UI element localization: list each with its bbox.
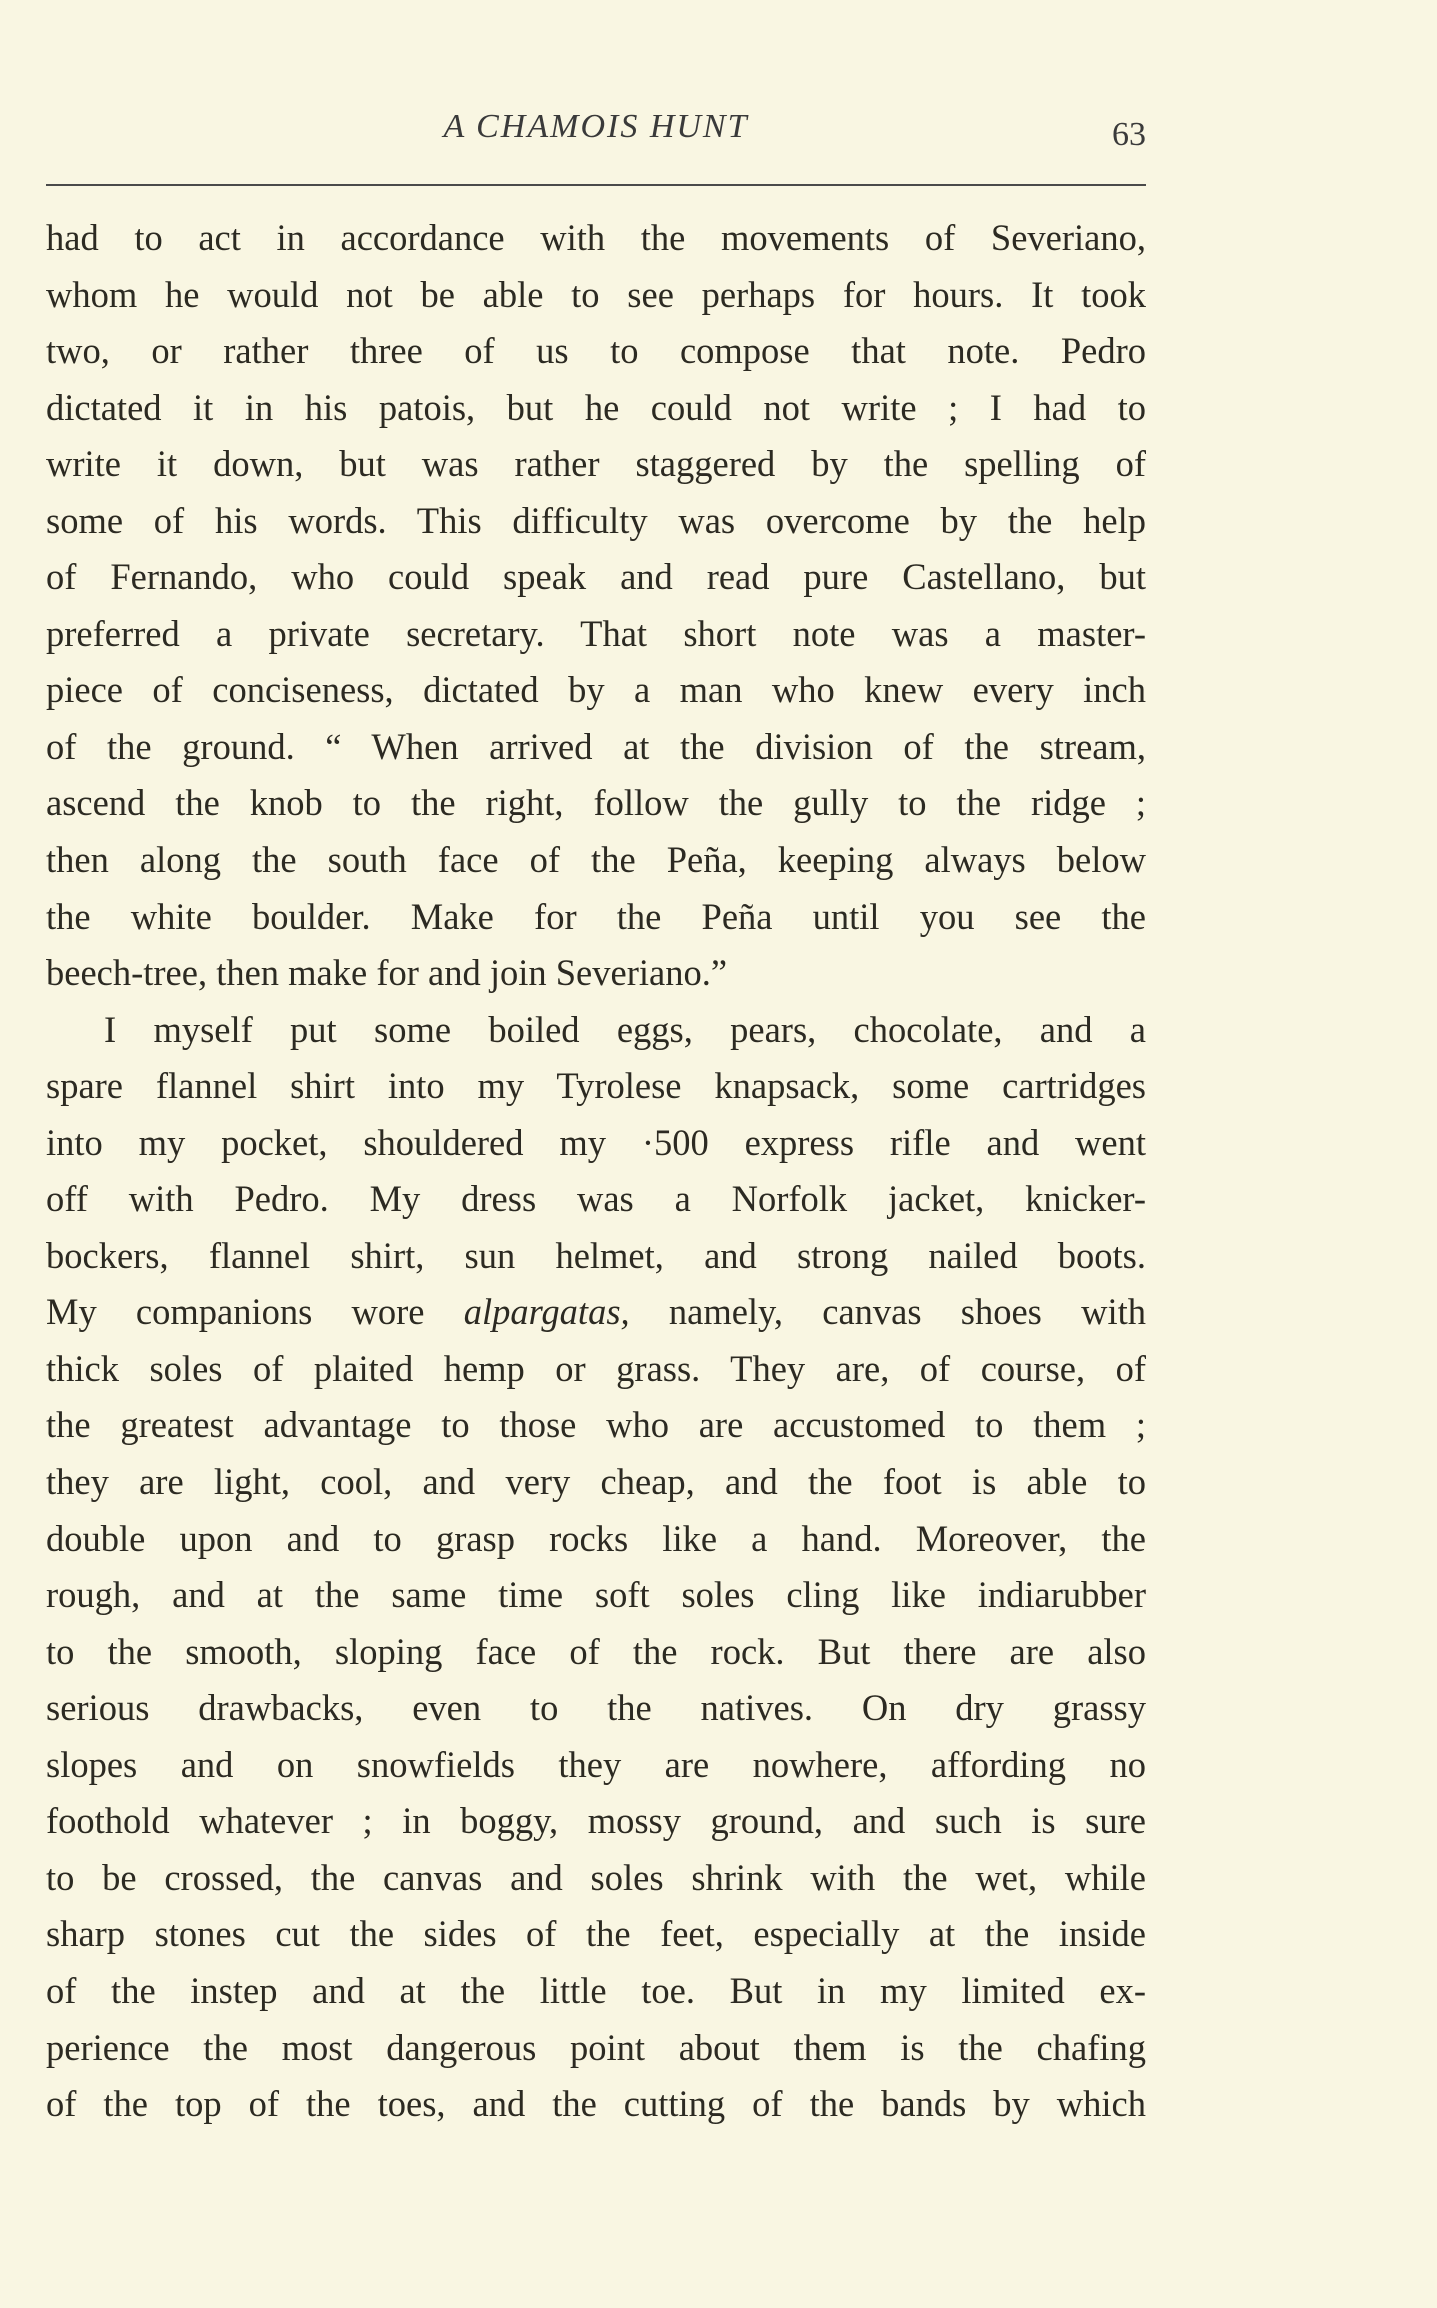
text-line: beech-tree, then make for and join Severiano.” [46,952,728,994]
line-text-after: namely, canvas shoes with [629,1291,1146,1333]
page-number: 63 [1112,116,1146,153]
text-line: off with Pedro. My dress was a Norfolk jacket, knicker- [46,1178,1146,1220]
text-line: of the instep and at the little toe. But in my limited ex- [46,1969,1146,2011]
text-line: serious drawbacks, even to the natives. On dry grassy [46,1687,1146,1729]
text-line: some of his words. This difficulty was overcome by the help [46,499,1146,541]
text-line: they are light, cool, and very cheap, and the foot is able to [46,1461,1146,1503]
text-line: dictated it in his patois, but he could not write ; I had to [46,386,1146,428]
text-line: then along the south face of the Peña, keeping always below [46,839,1146,881]
text-line: ascend the knob to the right, follow the gully to the ridge ; [46,782,1146,824]
text-line: rough, and at the same time soft soles cling like indiarubber [46,1574,1146,1616]
text-line: of Fernando, who could speak and read pure Castellano, but [46,556,1146,598]
text-line: into my pocket, shouldered my ·500 express rifle and went [46,1121,1146,1163]
text-line: preferred a private secretary. That short note was a master- [46,612,1146,654]
text-line: two, or rather three of us to compose that note. Pedro [46,330,1146,372]
running-title: A CHAMOIS HUNT [443,108,749,145]
text-line: double upon and to grasp rocks like a hand. Moreover, the [46,1517,1146,1559]
italic-term: alpargatas, [463,1291,630,1333]
text-line: slopes and on snowfields they are nowhere, affording no [46,1743,1146,1785]
page-header [46,108,1146,168]
text-line: write it down, but was rather staggered by the spelling of [46,443,1146,485]
text-line: spare flannel shirt into my Tyrolese knapsack, some cartridges [46,1065,1146,1107]
text-line: had to act in accordance with the movements of Severiano, [46,217,1146,258]
text-line: thick soles of plaited hemp or grass. They are, of course, of [46,1347,1146,1389]
text-line: to the smooth, sloping face of the rock. But there are also [46,1630,1146,1672]
header-rule [46,184,1146,186]
paragraph-first-line: I myself put some boiled eggs, pears, chocolate, and a [104,1008,1146,1050]
line-text-before: My companions wore [46,1291,464,1333]
body-text [46,210,1146,2133]
text-line: foothold whatever ; in boggy, mossy ground, and such is sure [46,1800,1146,1842]
text-line: to be crossed, the canvas and soles shrink with the wet, while [46,1856,1146,1898]
text-line: sharp stones cut the sides of the feet, especially at the inside [46,1913,1146,1955]
text-line: piece of conciseness, dictated by a man who knew every inch [46,669,1146,711]
text-line: of the top of the toes, and the cutting of the bands by which [46,2083,1146,2125]
text-line: whom he would not be able to see perhaps for hours. It took [46,273,1146,315]
text-line: perience the most dangerous point about them is the chafing [46,2026,1146,2068]
text-line: the white boulder. Make for the Peña until you see the [46,895,1146,937]
text-line: bockers, flannel shirt, sun helmet, and strong nailed boots. [46,1234,1146,1276]
text-line-with-italic [46,1284,1146,1341]
text-line: of the ground. “ When arrived at the division of the stream, [46,725,1146,767]
text-line: the greatest advantage to those who are accustomed to them ; [46,1404,1146,1446]
